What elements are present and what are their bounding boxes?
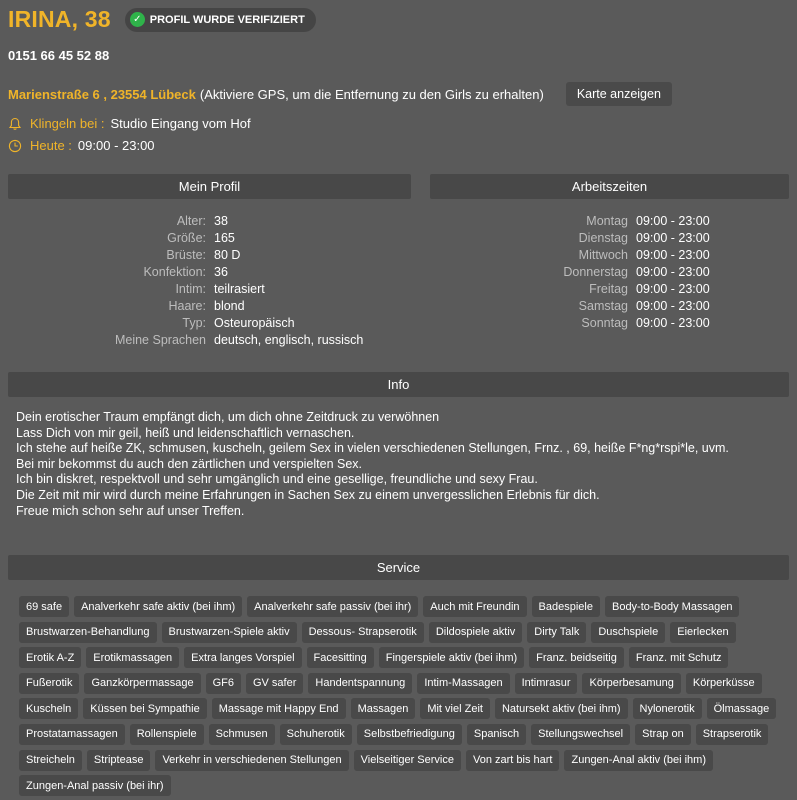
day-label: Samstag <box>578 299 628 313</box>
info-line: Bei mir bekommst du auch den zärtlichen und verspielten Sex. <box>16 456 363 471</box>
service-tag[interactable]: Dildospiele aktiv <box>429 622 522 643</box>
service-tag[interactable]: Schmusen <box>209 724 275 745</box>
profile-row <box>10 282 363 299</box>
verified-badge <box>125 8 316 32</box>
profile-label: Meine Sprachen <box>114 333 206 347</box>
address-row <box>8 82 672 106</box>
today-label: Heute : <box>30 138 72 153</box>
service-tag[interactable]: Schuherotik <box>280 724 352 745</box>
today-value: 09:00 - 23:00 <box>77 138 155 153</box>
service-tag[interactable]: Eierlecken <box>670 622 735 643</box>
profile-value: 165 <box>214 231 235 245</box>
service-tag[interactable]: Extra langes Vorspiel <box>184 647 301 668</box>
time-value: 09:00 - 23:00 <box>636 299 710 313</box>
service-tag[interactable]: Auch mit Freundin <box>423 596 526 617</box>
bell-icon <box>8 117 22 131</box>
info-line: Freue mich schon sehr auf unser Treffen. <box>16 503 245 518</box>
info-line: Lass Dich von mir geil, heiß und leidenschaftlich vernaschen. <box>16 425 355 440</box>
profile-label: Größe: <box>167 231 206 245</box>
service-tag[interactable]: Duschspiele <box>591 622 665 643</box>
hours-row <box>410 282 710 299</box>
service-tag[interactable]: Ölmassage <box>707 698 777 719</box>
time-value: 09:00 - 23:00 <box>636 214 710 228</box>
service-tag[interactable]: Strapserotik <box>696 724 769 745</box>
profile-row <box>10 214 363 231</box>
bell-label: Klingeln bei : <box>30 116 105 131</box>
profile-label: Typ: <box>182 316 206 330</box>
service-tag[interactable]: Dirty Talk <box>527 622 586 643</box>
service-tag[interactable]: Vielseitiger Service <box>354 750 461 771</box>
service-tag[interactable]: Kuscheln <box>19 698 78 719</box>
info-line: Die Zeit mit mir wird durch meine Erfahrungen in Sachen Sex zu einem unvergesslichen Erlebnis für dich. <box>16 487 600 502</box>
service-tag[interactable]: Ganzkörpermassage <box>84 673 200 694</box>
time-value: 09:00 - 23:00 <box>636 282 710 296</box>
service-tag[interactable]: Fußerotik <box>19 673 79 694</box>
service-tag[interactable]: Brustwarzen-Spiele aktiv <box>162 622 297 643</box>
service-tag[interactable]: Fingerspiele aktiv (bei ihm) <box>379 647 524 668</box>
service-tag[interactable]: Brustwarzen-Behandlung <box>19 622 157 643</box>
profile-name: IRINA, 38 <box>8 6 111 32</box>
service-tag[interactable]: Analverkehr safe aktiv (bei ihm) <box>74 596 242 617</box>
profile-value: 80 D <box>214 248 241 262</box>
service-tag[interactable]: Analverkehr safe passiv (bei ihr) <box>247 596 418 617</box>
profile-value: Osteuropäisch <box>214 316 295 330</box>
day-label: Montag <box>586 214 628 228</box>
profile-row <box>10 265 363 282</box>
service-tag[interactable]: Körperbesamung <box>582 673 680 694</box>
service-tag[interactable]: Dessous- Strapserotik <box>302 622 424 643</box>
profile-value: 36 <box>214 265 228 279</box>
time-value: 09:00 - 23:00 <box>636 248 710 262</box>
service-tag[interactable]: Facesitting <box>307 647 374 668</box>
hours-row <box>410 299 710 316</box>
check-icon: ✓ <box>130 12 145 27</box>
profile-label: Haare: <box>168 299 206 313</box>
profile-label: Konfektion: <box>143 265 206 279</box>
section-info: Info <box>8 372 789 397</box>
show-map-button[interactable]: Karte anzeigen <box>566 82 672 106</box>
service-tag[interactable]: GV safer <box>246 673 303 694</box>
service-tag[interactable]: Natursekt aktiv (bei ihm) <box>495 698 628 719</box>
profile-row <box>10 248 363 265</box>
profile-label: Brüste: <box>166 248 206 262</box>
profile-value: blond <box>214 299 245 313</box>
day-label: Donnerstag <box>563 265 628 279</box>
section-my-profile: Mein Profil <box>8 174 411 199</box>
clock-icon <box>8 139 22 153</box>
bell-row <box>8 116 251 131</box>
service-tag[interactable]: Verkehr in verschiedenen Stellungen <box>155 750 348 771</box>
service-tag[interactable]: Nylonerotik <box>633 698 702 719</box>
service-tag[interactable]: Zungen-Anal passiv (bei ihr) <box>19 775 171 796</box>
profile-row <box>10 333 363 350</box>
service-tag[interactable]: Striptease <box>87 750 151 771</box>
time-value: 09:00 - 23:00 <box>636 265 710 279</box>
service-tag[interactable]: Selbstbefriedigung <box>357 724 462 745</box>
time-value: 09:00 - 23:00 <box>636 316 710 330</box>
address: Marienstraße 6 , 23554 Lübeck <box>8 86 196 102</box>
service-tag[interactable]: Streicheln <box>19 750 82 771</box>
service-tag[interactable]: Body-to-Body Massagen <box>605 596 739 617</box>
hours-row <box>410 316 710 333</box>
service-tag[interactable]: Körperküsse <box>686 673 762 694</box>
profile-row <box>10 231 363 248</box>
today-row <box>8 138 155 153</box>
service-tag[interactable]: Franz. beidseitig <box>529 647 624 668</box>
service-tag[interactable]: Massagen <box>351 698 416 719</box>
hours-row <box>410 248 710 265</box>
profile-row <box>10 299 363 316</box>
service-tag[interactable]: Zungen-Anal aktiv (bei ihm) <box>564 750 713 771</box>
service-tag[interactable]: Küssen bei Sympathie <box>83 698 206 719</box>
profile-value: deutsch, englisch, russisch <box>214 333 364 347</box>
bell-value: Studio Eingang vom Hof <box>110 116 251 131</box>
service-tag[interactable]: Erotik A-Z <box>19 647 81 668</box>
service-tag[interactable]: Franz. mit Schutz <box>629 647 729 668</box>
hours-row <box>410 214 710 231</box>
info-line: Ich stehe auf heiße ZK, schmusen, kuscheln, geilem Sex in vielen verschiedenen Stellungen, Frnz. , 69, heiße F*ng*rspi*le, uvm. <box>16 441 729 456</box>
service-tag[interactable]: Stellungswechsel <box>531 724 630 745</box>
info-line: Dein erotischer Traum empfängt dich, um dich ohne Zeitdruck zu verwöhnen <box>16 410 440 424</box>
section-service: Service <box>8 555 789 580</box>
service-tag[interactable]: Spanisch <box>467 724 526 745</box>
profile-details <box>10 214 363 350</box>
service-tag[interactable]: Erotikmassagen <box>86 647 179 668</box>
service-tag[interactable]: 69 safe <box>19 596 69 617</box>
day-label: Mittwoch <box>578 248 628 262</box>
phone-number[interactable]: 0151 66 45 52 88 <box>8 48 110 63</box>
service-tag[interactable]: Intim-Massagen <box>417 673 509 694</box>
day-label: Freitag <box>589 282 628 296</box>
service-tag[interactable]: Massage mit Happy End <box>212 698 346 719</box>
profile-label: Intim: <box>175 282 206 296</box>
time-value: 09:00 - 23:00 <box>636 231 710 245</box>
day-label: Sonntag <box>581 316 628 330</box>
profile-label: Alter: <box>176 214 206 228</box>
service-tags <box>19 596 789 800</box>
hours-row <box>410 231 710 248</box>
day-label: Dienstag <box>578 231 628 245</box>
profile-value: 38 <box>214 214 228 228</box>
service-tag[interactable]: Rollenspiele <box>130 724 204 745</box>
profile-row <box>10 316 363 333</box>
profile-value: teilrasiert <box>214 282 265 296</box>
verified-label: PROFIL WURDE VERIFIZIERT <box>149 13 305 26</box>
service-tag[interactable]: Strap on <box>635 724 691 745</box>
service-tag[interactable]: Badespiele <box>532 596 600 617</box>
working-hours-table <box>410 214 710 333</box>
profile-header <box>8 6 316 33</box>
info-line: Ich bin diskret, respektvoll und sehr umgänglich und eine gesellige, freundliche und sexy Frau. <box>16 472 538 487</box>
section-working-hours: Arbeitszeiten <box>430 174 789 199</box>
service-tag[interactable]: GF6 <box>206 673 241 694</box>
gps-hint: (Aktiviere GPS, um die Entfernung zu den Girls zu erhalten) <box>199 86 544 102</box>
service-tag[interactable]: Prostatamassagen <box>19 724 125 745</box>
service-tag[interactable]: Handentspannung <box>308 673 412 694</box>
hours-row <box>410 265 710 282</box>
info-description <box>16 410 729 519</box>
service-tag[interactable]: Von zart bis hart <box>466 750 560 771</box>
service-tag[interactable]: Mit viel Zeit <box>420 698 490 719</box>
service-tag[interactable]: Intimrasur <box>515 673 578 694</box>
